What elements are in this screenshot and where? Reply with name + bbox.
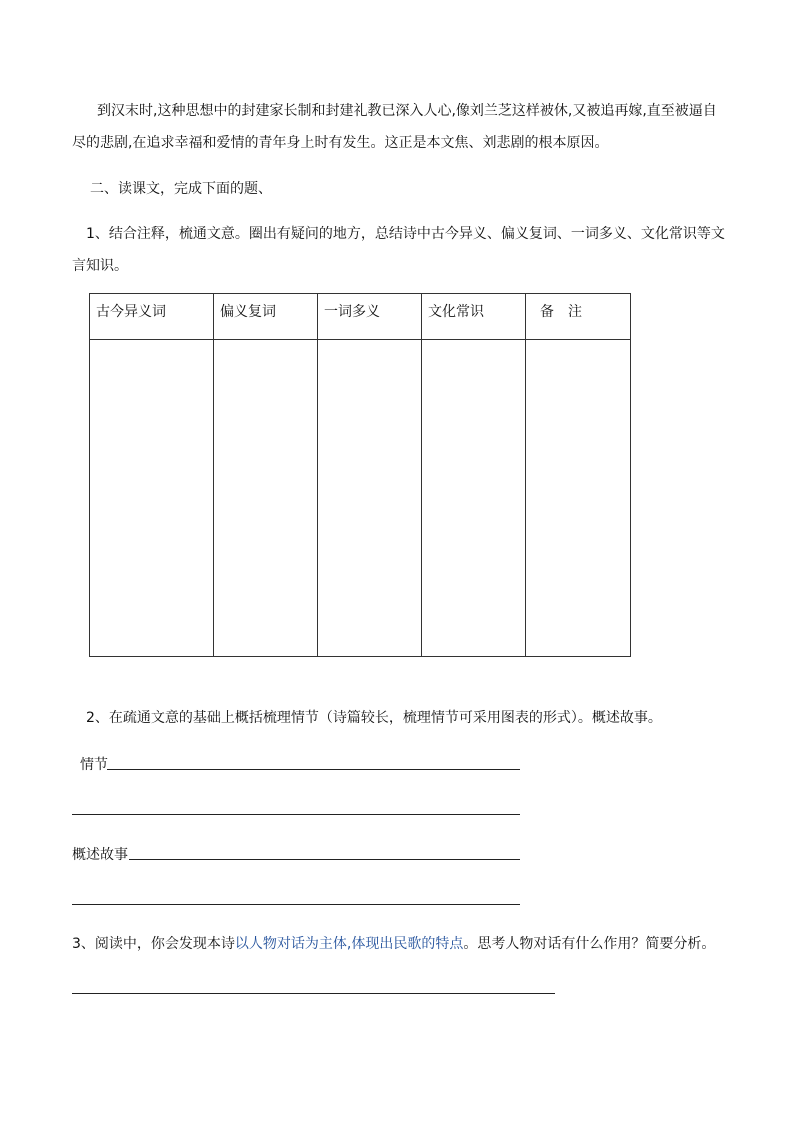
table-header-cell: 偏义复词 (214, 294, 318, 340)
summary-answer-line-1[interactable] (129, 859, 520, 860)
intro-line-2: 尽的悲剧,在追求幸福和爱情的青年身上时有发生。这正是本文焦、刘悲剧的根本原因。 (72, 135, 609, 151)
section-2-title: 二、读课文，完成下面的题、 (90, 181, 272, 197)
question-3-text (72, 934, 715, 954)
answer-cell[interactable] (422, 340, 526, 657)
question-1-line-2: 言知识。 (72, 258, 128, 274)
answer-cell[interactable] (214, 340, 318, 657)
table-header-cell: 文化常识 (422, 294, 526, 340)
plot-label: 情节 (80, 757, 108, 773)
summary-answer-line-2[interactable] (72, 904, 520, 905)
answer-cell[interactable] (318, 340, 422, 657)
plot-answer-line-2[interactable] (72, 814, 520, 815)
question-3-prefix: 3、阅读中，你会发现本诗 (72, 936, 235, 952)
question-3-highlight: 以人物对话为主体,体现出民歌的特点 (234, 936, 464, 952)
knowledge-table (89, 293, 631, 657)
question-1-line-1: 1、结合注释，梳通文意。圈出有疑问的地方，总结诗中古今异义、偏义复词、一词多义、文化常识等文 (86, 226, 725, 242)
question-3-suffix: 。思考人物对话有什么作用？简要分析。 (463, 936, 716, 952)
answer-cell[interactable] (526, 340, 631, 657)
question-2-text: 2、在疏通文意的基础上概括梳理情节（诗篇较长，梳理情节可采用图表的形式）。概述故事。 (86, 710, 662, 726)
table-header-cell: 备 注 (526, 294, 631, 340)
table-header-cell: 一词多义 (318, 294, 422, 340)
intro-line-1: 到汉末时,这种思想中的封建家长制和封建礼教已深入人心,像刘兰芝这样被休,又被追再嫁,直至被逼自 (97, 103, 717, 119)
question-3-answer-line[interactable] (72, 993, 555, 994)
answer-cell[interactable] (90, 340, 214, 657)
plot-answer-line-1[interactable] (107, 769, 520, 770)
table-header-cell: 古今异义词 (90, 294, 214, 340)
table-header-row (90, 294, 631, 340)
summary-label: 概述故事 (72, 847, 128, 863)
table-answer-row (90, 340, 631, 657)
